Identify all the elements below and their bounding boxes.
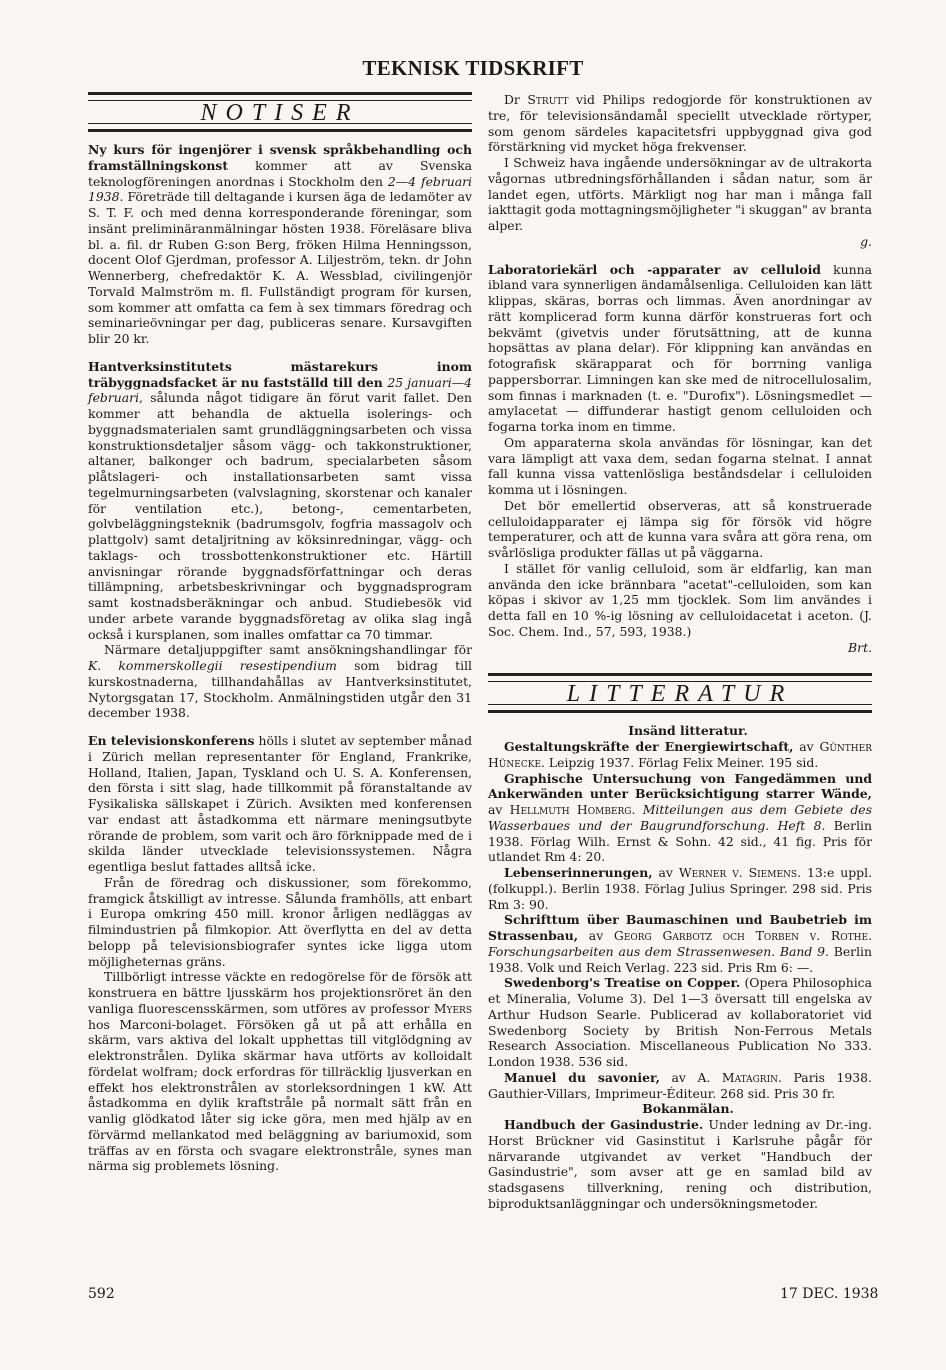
bibliography-entry: Gestaltungskräfte der Energiewirtschaft, av Günther Hünecke. Leipzig 1937. Förlag Felix Meiner. 195 sid. (488, 739, 872, 770)
notice-heading: Laboratoriekärl och -apparater av celluloid (488, 261, 821, 277)
bibliography-entry: Graphische Untersuchung von Fangedämmen und Ankerwänden unter Berücksichtigung starrer Wände, av Hellmuth Homberg. Mitteilungen aus dem Gebiete des Wasserbaues und der Baugrundforschung. Heft 8. Berlin 1938. Förlag Wilh. Ernst & Sohn. 42 sid., 41 fig. Pris för utlandet Rm 4: 20. (488, 770, 873, 865)
notice-paragraph: I Schweiz hava ingående undersökningar av de ultrakorta vågornas utbredningsförhållanden i sådan natur, som är landet egen, utförts. Märkligt nog har man i många fall iakttagit goda mottagningsmöjligheter "i skuggan" av branta alper. (488, 155, 872, 233)
issue-date: 17 DEC. 1938 (780, 1286, 879, 1302)
section-title: LITTERATUR (566, 681, 794, 708)
subsection-heading: Insänd litteratur. (628, 723, 748, 739)
bibliography-entry: Schrifttum über Baumaschinen und Baubetrieb im Strassenbau, av Georg Garbotz och Torben v. Rothe. Forschungsarbeiten aus dem Strassenwesen. Band 9. Berlin 1938. Volk und Reich Verlag. 223 sid. Pris Rm 6: —. (488, 912, 873, 975)
notice-paragraph: I stället för vanlig celluloid, som är eldfarlig, kan man använda den icke brännbara "acetat"-celluloiden, som kan köpas i skivor av 1,25 mm tjocklek. Som lim användes i detta fall en 10 %-ig lösning av celluloidacetat i aceton. (J. Soc. Chem. Ind., 57, 593, 1938.) (488, 560, 872, 639)
section-header-notiser (88, 92, 472, 132)
notice-paragraph: Tillbörligt intresse väckte en redogörelse för de försök att konstruera en bättre ljusskärm hos projektionsröret än den vanliga fluorescensskärmen, som utföres av professor Myers hos Marconi-bolaget. Försöken gå ut på att erhålla en skärm, vars aktiva del lokalt upphettas till vitglödgning av elektronstrålen. Dylika skärmar hava utförts av kolloidalt fördelat wolfram; dock erfordras för tillräcklig ljusverkan en effekt hos elektronstrålen av storleksordningen 1 kW. Att åstadkomma en dylik kraftstråle på normalt sätt från en vanlig glödkatod låter sig icke göra, men med hjälp av en förvärmd mellankatod med beläggning av bariumoxid, som träffas av en första och svagare elektronstråle, synes man närma sig problemets lösning. (88, 969, 472, 1174)
notice-paragraph: En televisionskonferens hölls i slutet av september månad i Zürich mellan representanter för England, Frankrike, Holland, Italien, Japan, Tyskland och U. S. A. Konferensen, den första i sitt slag, hade tillkommit på föranstaltande av Fysikaliska sällskapet i Zürich. Avsikten med konferensen var endast att åstadkomma ett närmare meningsutbyte rörande de problem, som varit och äro förknippade med de i skilda länder utvecklade televisionssystemen. Några egentliga beslut fattades alltså icke. (88, 733, 472, 874)
rule-bottom (488, 704, 872, 713)
signature: g. (860, 233, 872, 249)
column-right (488, 92, 872, 1212)
column-left (88, 92, 472, 1174)
review-paragraph: Handbuch der Gasindustrie. Under ledning av Dr.-ing. Horst Brückner vid Gasinstitut i Karlsruhe pågår för närvarande utgivandet av verket "Handbuch der Gasindustrie", som avser att ge en samlad bild av stadsgasens tillverkning, rening och distribution, biproduktsanläggningar och undersökningsmetoder. (488, 1117, 872, 1211)
notice-heading: En televisionskonferens (88, 733, 255, 748)
rule-bottom (88, 123, 472, 132)
page-number: 592 (88, 1286, 115, 1302)
notice-paragraph: Om apparaterna skola användas för lösningar, kan det vara lämpligt att vaxa dem, sedan fogarna stelnat. I annat fall kunna vissa vattenlösliga beståndsdelar i celluloiden komma ut i lösningen. (488, 434, 872, 497)
section-header-litteratur (488, 673, 872, 713)
notice-paragraph: Ny kurs för ingenjörer i svensk språkbehandling och framställningskonst kommer att av Svenska teknologföreningen anordnas i Stockholm den 2—4 februari 1938. Företräde till deltagande i kursen äga de ledamöter av S. T. F. och med denna korresponderande föreningar, som insänt preliminäranmälningar hösten 1938. Föreläsare bliva bl. a. fil. dr Ruben G:son Berg, fröken Hilma Henningsson, docent Olof Gjerdman, professor A. Liljeström, tekn. dr John Wennerberg, chefredaktör K. A. Wessblad, civilingenjör Torvald Malmström m. fl. Fullständigt program för kursen, som kommer att omfatta ca fem à sex timmars föredrag och seminarieövningar per dag, publiceras senare. Kursavgiften blir 20 kr. (88, 142, 473, 346)
subsection-heading: Bokanmälan. (642, 1101, 734, 1117)
bibliography-entry: Lebenserinnerungen, av Werner v. Siemens. 13:e uppl. (folkuppl.). Berlin 1938. Förlag Julius Springer. 298 sid. Pris Rm 3: 90. (488, 865, 873, 912)
notice-paragraph: Från de föredrag och diskussioner, som förekommo, framgick åtskilligt av intresse. Sålunda framhölls, att enbart i Europa omkring 450 mill. kronor årligen nedläggas av filmindustrien på filmkopior. Att överflytta en del av detta belopp på televisionsbiografer syntes icke ligga utom möjligheternas gräns. (88, 874, 472, 969)
notice-paragraph: Hantverksinstitutets mästarekurs inom träbyggnadsfacket är nu fastställd till den 25 januari—4 februari, sålunda något tidigare än förut varit fallet. Den kommer att behandla de aktuella isolerings- och byggnadsmaterialen samt grundläggningsarbeten och vissa konstruktionsdetaljer såsom vägg- och takkonstruktioner, altaner, balkonger och badrum, specialarbeten såsom plåtslageri- och installationsarbeten samt vissa tegelmurningsarbeten (valvslagning, skorstenar och kanaler för ventilation etc.), betong-, cementarbeten, golvbeläggningsteknik (badrumsgolv, fogfria massagolv och plattgolv) samt detaljritning av köksinredningar, vägg- och taklags- och trossbottenkonstruktioner etc. Härtill anvisningar rörande byggnadsförfattningar och deras tillämpning, arbetsbeskrivningar och byggnadsprogram samt kostnadsberäkningar och anbud. Studiebesök vid under arbete varande byggnadsföretag av olika slag ingå också i kursplanen, som inalles omfattar ca 70 timmar. (88, 358, 472, 642)
bibliography-entry: Swedenborg's Treatise on Copper. (Opera Philosophica et Mineralia, Volume 3). Del 1—3 översatt till engelska av Arthur Hudson Searle. Publicerad av kollaboratoriet vid Swedenborg Society by British Non-Ferrous Metals Research Association. Miscellaneous Publication No 333. London 1938. 536 sid. (488, 975, 873, 1069)
notice-paragraph: Närmare detaljuppgifter samt ansökningshandlingar för K. kommerskollegii resestipendium som bidrag till kurskostnaderna, tillhandahållas av Hantverksinstitutet, Nytorgsgatan 17, Stockholm. Anmälningstiden utgår den 31 december 1938. (88, 642, 472, 721)
masthead: TEKNISK TIDSKRIFT (362, 56, 584, 80)
notice-paragraph: Laboratoriekärl och -apparater av celluloid kunna ibland vara synnerligen ändamålsenliga. Celluloiden kan lätt klippas, skäras, borras och limmas. Även anordningar av rätt komplicerad form kunna därför konstrueras fort och bekvämt (givetvis under förutsättning, att de kunna hopsättas av plana delar). För klippning kan användas en fotografisk skärapparat och för borrning vanliga pappersborrar. Limningen kan ske med de nitrocellulosalim, som finnas i marknaden (t. e. "Durofix"). Lösningsmedlet — amylacetat — diffunderar hastigt genom celluloiden och fogarna torka inom en timme. (488, 261, 872, 434)
notice-heading: Hantverksinstitutets mästarekurs inom träbyggnadsfacket är nu fastställd till den (88, 358, 472, 390)
signature: Brt. (848, 639, 872, 655)
notice-paragraph: Det bör emellertid observeras, att så konstruerade celluloidapparater ej lämpa sig för försök vid högre temperaturer, och att de kunna vara svåra att göra rena, om svårlösliga produkter fällas ut på väggarna. (488, 497, 872, 560)
notice-paragraph: Dr Strutt vid Philips redogjorde för konstruktionen av tre, för televisionsändamål speciellt utvecklade rörtyper, som genom särdeles kapacitetsfri uppbyggnad giva god förstärkning vid mycket höga frekvenser. (488, 92, 873, 155)
bibliography-entry: Manuel du savonier, av A. Matagrin. Paris 1938. Gauthier-Villars, Imprimeur-Éditeur. 268 sid. Pris 30 fr. (488, 1069, 872, 1101)
section-title: NOTISER (200, 100, 360, 126)
notice-heading: Ny kurs för ingenjörer i svensk språkbehandling och framställningskonst (88, 142, 472, 173)
